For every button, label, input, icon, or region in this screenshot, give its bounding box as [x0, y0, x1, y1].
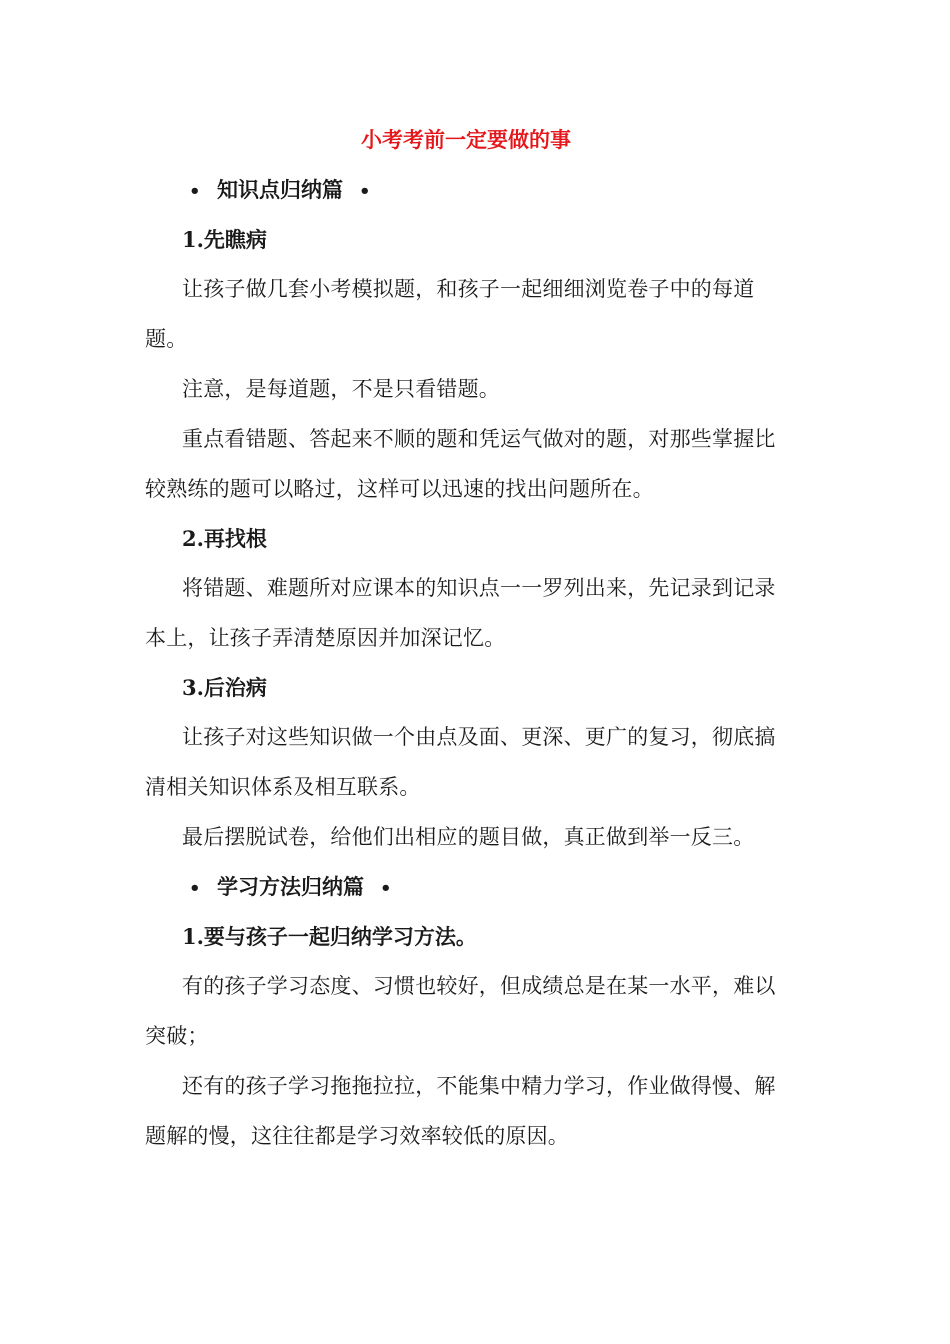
bullet-icon: •: [189, 181, 201, 202]
bullet-icon: •: [380, 878, 392, 899]
paragraph: 最后摆脱试卷，给他们出相应的题目做，真正做到举一反三。: [182, 825, 755, 849]
paragraph: 让孩子对这些知识做一个由点及面、更深、更广的复习，彻底搞清相关知识体系及相互联系。: [145, 725, 776, 799]
section-heading-label: 学习方法归纳篇: [217, 874, 364, 899]
sub-heading-treat: 3.后治病: [182, 675, 267, 700]
sub-heading-find-root: 2.再找根: [182, 526, 267, 551]
paragraph: 重点看错题、答起来不顺的题和凭运气做对的题，对那些掌握比较熟练的题可以略过，这样可以迅速的找出问题所在。: [145, 427, 776, 501]
sub-heading-diagnose: 1.先瞧病: [182, 227, 267, 252]
bullet-icon: •: [359, 181, 371, 202]
paragraph: 让孩子做几套小考模拟题，和孩子一起细细浏览卷子中的每道题。: [145, 277, 755, 351]
sub-heading-learning-method: 1.要与孩子一起归纳学习方法。: [182, 924, 477, 949]
section-heading-knowledge: [189, 174, 371, 208]
paragraph: 有的孩子学习态度、习惯也较好，但成绩总是在某一水平，难以突破；: [145, 974, 776, 1048]
section-heading-label: 知识点归纳篇: [217, 177, 343, 202]
paragraph: 将错题、难题所对应课本的知识点一一罗列出来，先记录到记录本上，让孩子弄清楚原因并加深记忆。: [145, 576, 776, 650]
paragraph: 注意，是每道题，不是只看错题。: [182, 377, 500, 401]
bullet-icon: •: [189, 878, 201, 899]
section-heading-methods: [189, 871, 392, 905]
paragraph: 还有的孩子学习拖拖拉拉，不能集中精力学习，作业做得慢、解题解的慢，这往往都是学习效率较低的原因。: [145, 1074, 776, 1148]
document-title: 小考考前一定要做的事: [361, 127, 571, 152]
